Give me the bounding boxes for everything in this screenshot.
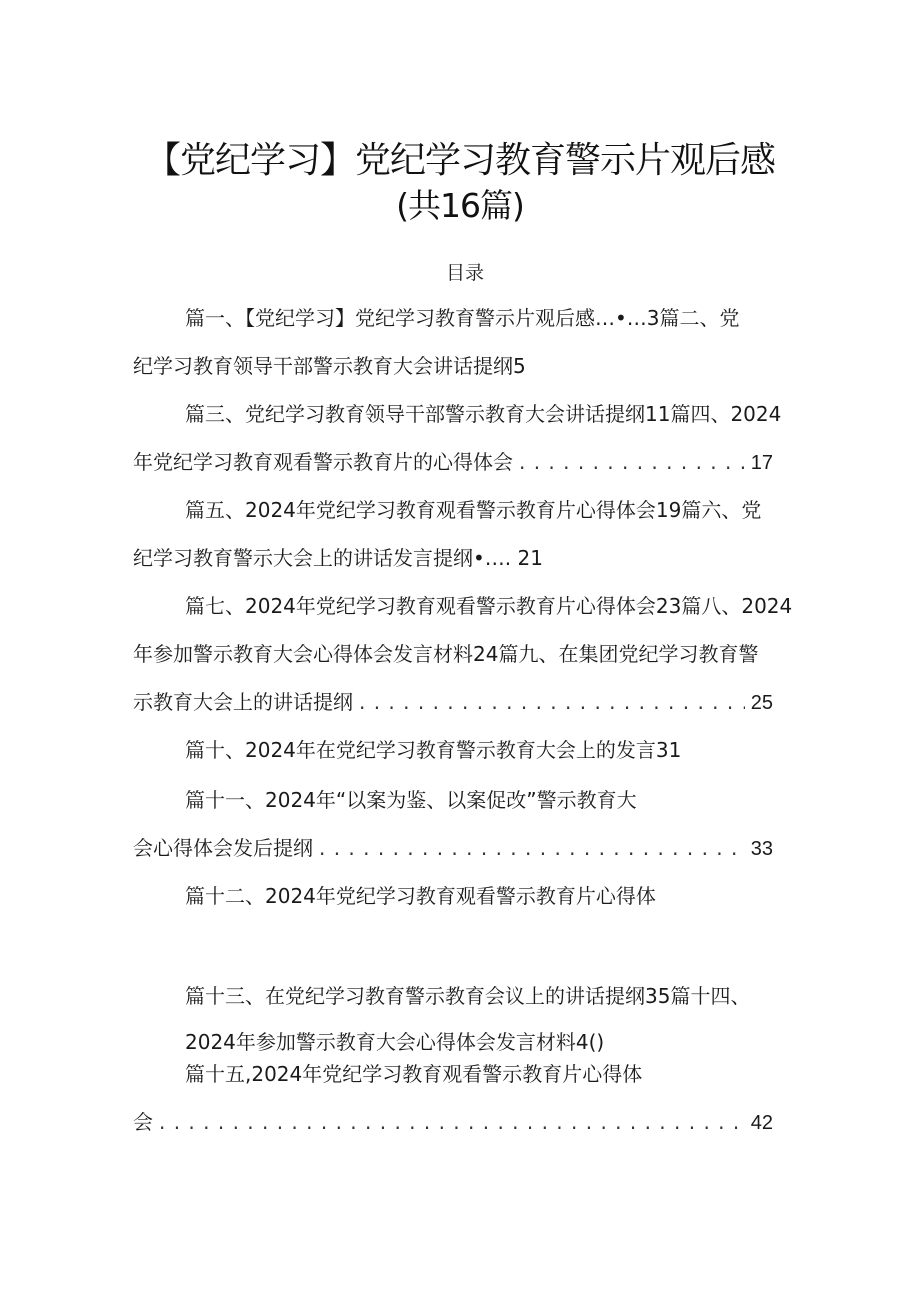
toc-page-number: 17: [750, 452, 773, 474]
document-subtitle: (共16篇): [396, 186, 524, 225]
toc-entry: 篇十、2024年在党纪学习教育警示教育大会上的发言31: [185, 738, 682, 762]
toc-heading: 目录: [445, 262, 484, 284]
toc-entry: 篇十二、2024年党纪学习教育观看警示教育片心得体: [185, 884, 656, 908]
toc-entry-text: 年党纪学习教育观看警示教育片的心得体会: [133, 450, 513, 474]
toc-page-number: 33: [750, 838, 773, 860]
toc-entry: 篇十一、2024年“以案为鉴、以案促改”警示教育大: [185, 788, 637, 812]
toc-entry: 篇五、2024年党纪学习教育观看警示教育片心得体会19篇六、党: [185, 498, 762, 522]
toc-entry-text: 会心得体会发后提纲: [133, 836, 313, 860]
toc-entry: 篇七、2024年党纪学习教育观看警示教育片心得体会23篇八、2024: [185, 594, 793, 618]
toc-page-number: 42: [750, 1112, 773, 1134]
toc-entry-text: 示教育大会上的讲话提纲: [133, 690, 353, 714]
toc-entry: 纪学习教育领导干部警示教育大会讲话提纲5: [133, 354, 526, 378]
document-title: 【党纪学习】党纪学习教育警示片观后感: [144, 140, 775, 181]
toc-entry: [133, 448, 773, 477]
dot-leader: [159, 1108, 745, 1136]
toc-entry: 篇三、党纪学习教育领导干部警示教育大会讲话提纲11篇四、2024: [185, 402, 782, 426]
toc-entry-text: 会: [133, 1110, 153, 1134]
dot-leader: [519, 448, 745, 476]
toc-entry: 篇十五,2024年党纪学习教育观看警示教育片心得体: [185, 1062, 643, 1086]
toc-entry: 2024年参加警示教育大会心得体会发言材料4(): [185, 1030, 605, 1054]
toc-entry: [133, 1108, 773, 1137]
toc-page-number: 25: [750, 692, 773, 714]
toc-entry: 篇十三、在党纪学习教育警示教育会议上的讲话提纲35篇十四、: [185, 984, 751, 1008]
toc-entry: 年参加警示教育大会心得体会发言材料24篇九、在集团党纪学习教育警: [133, 642, 759, 666]
dot-leader: [359, 688, 745, 716]
toc-entry: [133, 688, 773, 717]
toc-entry: 纪学习教育警示大会上的讲话发言提纲•…. 21: [133, 546, 543, 570]
dot-leader: [319, 834, 745, 862]
toc-entry: [133, 834, 773, 863]
toc-entry: 篇一、【党纪学习】党纪学习教育警示片观后感…•…3篇二、党: [185, 306, 740, 330]
